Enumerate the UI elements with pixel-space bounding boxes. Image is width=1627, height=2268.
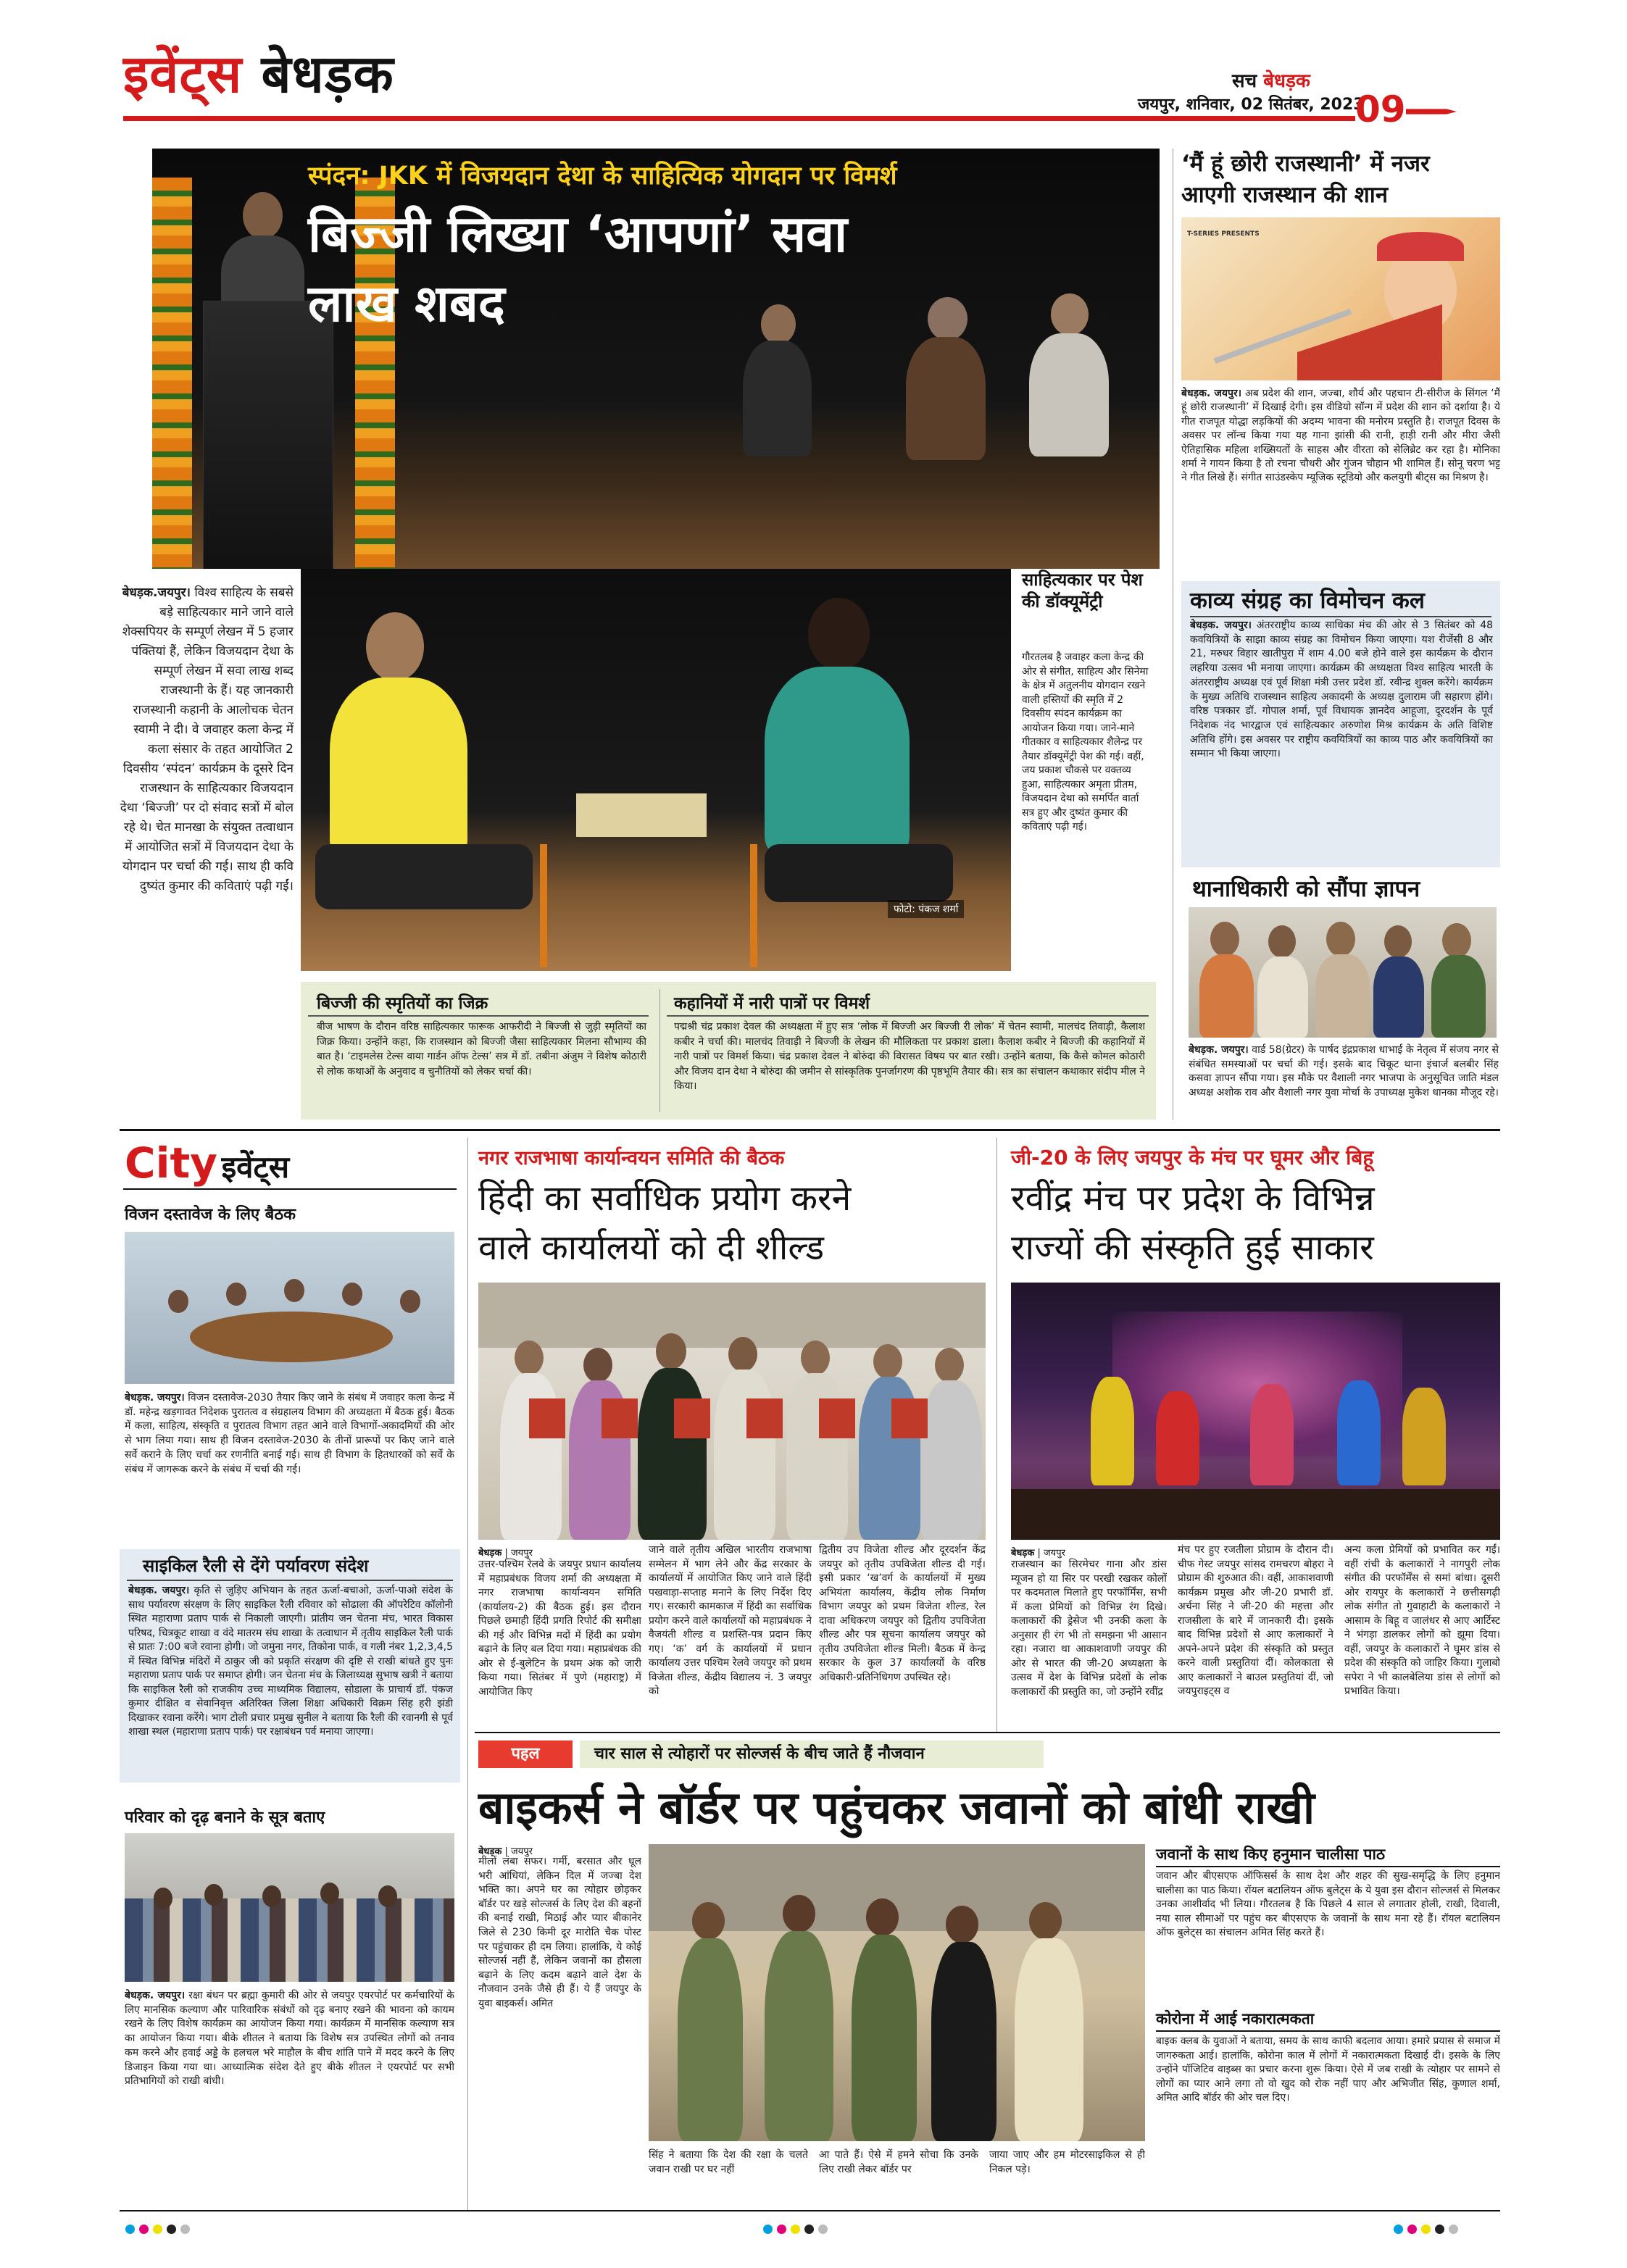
bikers-side1-body: जवान और बीएसएफ ऑफिसर्स के साथ देश और शहर की सुख-समृद्धि के लिए हनुमान चालीसा का पाठ किया। रॉयल बटालियन ऑफ बुलेट्स के ये युवा इस दौरान सोल्जर्स से मिलकर उनका आशीर्वाद भी लिया। गौरतलब है कि पिछले 4 साल से लगातार होली, राखी, दिवाली, नया साल सीमाओं पर पहुंच कर बीएसएफ के जवानों के साथ मना रहे हैं। रॉयल बटालियन ऑफ बुलेट्स का संचालन अमित सिंह करते हैं।: [1156, 1870, 1500, 1939]
city-logo: City इवेंट्स: [125, 1138, 290, 1188]
page-number: 09: [1355, 88, 1406, 130]
bikers-body-tail2: आ पाते हैं। ऐसे में हमने सोचा कि उनके लिए राखी लेकर बॉर्डर पर: [819, 2149, 978, 2175]
brand-logo: सच बेधड़क: [1232, 70, 1310, 92]
city-3-photo: [125, 1833, 454, 1982]
city-2-box: [120, 1549, 460, 1783]
hindi-body-col2: जाने वाले तृतीय अखिल भारतीय राजभाषा सम्मेलन में भाग लेने और केंद्र सरकार के कार्यालयों में आयोजित किए जाने वाले हिंदी पखवाड़ा-सप्ताह मनाने के लिए निर्देश दिए गए। सरकारी कामकाज में हिंदी का सर्वाधिक प्रयोग करने वाले कार्यालयों को महाप्रबंधक ने वैजयंती शील्ड व प्रशस्ति-पत्र प्रदान किए गए। ‘क’ वर्ग के कार्यालयों में प्रधान कार्यालय उत्तर पश्चिम रेलवे जयपुर को प्रथम विजेता शील्ड, केंद्रीय विद्यालय नं. 3 जयपुर को: [649, 1544, 812, 1697]
g20-dateline: बेधड़क | जयपुर: [1011, 1548, 1065, 1559]
masthead-title: [123, 45, 394, 103]
bikers-body-tail3: जाया जाए और हम मोटरसाइकिल से ही निकल पड़े।: [989, 2149, 1145, 2175]
g20-photo: [1011, 1283, 1500, 1540]
poetry-body: बेधड़क. जयपुर। अंतरराष्ट्रीय काव्य साधिका मंच की ओर से 3 सितंबर को 48 कवयित्रियों के साझा काव्य संग्रह का विमोचन किया जाएगा। यश रीजेंसी 8 और 21, मरुधर विहार खातीपुरा में शाम 4.00 बजे होने वाले इस कार्यक्रम के दौरान लहरिया उत्सव भी मनाया जाएगा। कार्यक्रम की अध्यक्षता विश्व साहित्य भारती के अंतरराष्ट्रीय अध्यक्ष एवं पूर्व शिक्षा मंत्री उत्तर प्रदेश डॉ. रवीन्द्र शुक्ल करेंगे। कार्यक्रम के मुख्य अतिथि राजस्थान साहित्य अकादमी के अध्यक्ष दुलाराम जी सहारण होंगे। वरिष्ठ पत्रकार डॉ. गोपाल शर्मा, पूर्व विधायक ज्ञानदेव आहूजा, दूरदर्शन के पूर्व निदेशक नंद भारद्वाज एवं साहित्यकार अरुणोश मिश्र कार्यक्रम के अति विशिष्ट अतिथि होंगे। इस अवसर पर राष्ट्रीय कवयित्रियों का काव्य पाठ और कवयित्रियों का सम्मान भी किया जाएगा।: [1190, 620, 1493, 760]
lead-body: बेधड़क.जयपुर। विश्व साहित्य के सबसे बड़े साहित्यकार माने जाने वाले शेक्सपियर के सम्पूर्ण लेखन में 5 हजार पंक्तियां हैं, लेकिन विजयदान देथा के सम्पूर्ण लेखन में सवा लाख शब्द राजस्थानी के हैं। यह जानकारी राजस्थानी कहानी के आलोचक चेतन स्वामी ने दी। वे जवाहर कला केन्द्र में कला संसार के तहत आयोजित 2 दिवसीय ‘स्पंदन’ कार्यक्रम के दूसरे दिन राजस्थान के साहित्यकार विजयदान देथा ‘बिज्जी’ पर दो संवाद सत्रों में बोल रहे थे। चेत मानखा के संयुक्त तत्वाधान में आयोजित सत्रों में विजयदान देथा के योगदान पर चर्चा की गई। साथ ही कवि दुष्यंत कुमार की कविताएं पढ़ी गईं।: [120, 585, 294, 893]
bikers-headline: बाइकर्स ने बॉर्डर पर पहुंचकर जवानों को बांधी राखी: [478, 1781, 1315, 1834]
masthead-title-red: इवेंट्स: [123, 43, 243, 104]
bikers-dateline: बेधड़क | जयपुर: [478, 1846, 533, 1857]
city-3-head: परिवार को दृढ़ बनाने के सूत्र बताए: [125, 1809, 325, 1827]
poetry-head: काव्य संग्रह का विमोचन कल: [1190, 588, 1425, 614]
bikers-kicker: चार साल से त्योहारों पर सोल्जर्स के बीच जाते हैं नौजवान: [580, 1740, 1044, 1768]
bikers-tag: पहल: [478, 1740, 573, 1768]
music-story-head: ‘मैं हूं छोरी राजस्थानी’ में नजर आएगी राजस्थान की शान: [1181, 151, 1430, 208]
box-left-head: बिज्जी की स्मृतियों का जिक्र: [317, 994, 488, 1013]
hindi-photo: [478, 1283, 986, 1540]
pen-icon: [1406, 105, 1457, 118]
bikers-photo: [649, 1844, 1145, 2141]
registration-dots-left: [123, 2223, 192, 2237]
memo-head: थानाधिकारी को सौंपा ज्ञापन: [1192, 876, 1420, 902]
g20-body-col1: राजस्थान का सिरमेचर गाना और डांस म्यूजन हो या सिर पर परखी रखकर कोलों पर कदमताल मिलाते हुए परफॉर्मिंस, सभी में कला प्रेमियों को विभिन्न रंग दिखे। कलाकारों की ड्रेसेज भी उनकी कला के अनुसार ही रंग भी तो समझना भी आसान रहा। नजारा था आकाशवाणी जयपुर की ओर से भारत की जी-20 अध्यक्षता के उत्सव में देश के विभिन्न प्रदेशों के लोक कलाकारों की प्रस्तुति का, जो उन्होंने रवींद्र: [1011, 1559, 1167, 1698]
g20-kicker: जी-20 के लिए जयपुर के मंच पर घूमर और बिहू: [1011, 1146, 1374, 1170]
side-story-body: गौरतलब है जवाहर कला केन्द्र की ओर से संगीत, साहित्य और सिनेमा के क्षेत्र में अतुलनीय योगदान रखने वाली हस्तियों की स्मृति में 2 दिवसीय स्पंदन कार्यक्रम का आयोजन किया गया। जाने-माने गीतकार व साहित्यकार शैलेन्द्र पर तैयार डॉक्यूमेंट्री पेश की गई। वहीं, जय प्रकाश चौकसे पर वक्तव्य हुआ, साहित्यकार अमृता प्रीतम, विजयदान देथा को समर्पित वार्ता सत्र हुए और दुष्यंत कुमार की कविताएं पढ़ी गई।: [1022, 651, 1149, 833]
city-2-head: साइकिल रैली से देंगे पर्यावरण संदेश: [143, 1556, 369, 1576]
g20-headline: रवींद्र मंच पर प्रदेश के विभिन्न राज्यों की संस्कृति हुई साकार: [1011, 1178, 1375, 1268]
city-3-body: बेधड़क. जयपुर। रक्षा बंधन पर ब्रह्मा कुमारी की ओर से जयपुर एयरपोर्ट पर कर्मचारियों के लिए मानसिक कल्याण और पारिवारिक संबंधों को दृढ़ बनाए रखने की भावना को कायम रखने के लिए विशेष कार्यक्रम का आयोजन किया गया। कार्यक्रम में मानसिक कल्याण सत्र का आयोजन किया गया। बीके शीतल ने बताया कि विशेष सत्र उपस्थित लोगों को तनाव कम करने और हवाई अड्डे के हलचल भरे माहौल के बीच शांति पाने में मदद करने के लिए डिजाइन किया गया था। आध्यात्मिक संदेश देते हुए बीके शीतल ने एयरपोर्ट पर सभी प्रतिभागियों को राखी बांधी।: [125, 1990, 454, 2088]
red-rule: [123, 116, 1355, 121]
lead-kicker: स्पंदन: JKK में विजयदान देथा के साहित्यिक योगदान पर विमर्श: [308, 162, 897, 191]
registration-dots-center: [761, 2223, 830, 2237]
g20-body-col3: अन्य कला प्रेमियों को प्रभावित कर गईं। वहीं रांची के कलाकारों ने नागपुरी लोक संगीत की परफॉर्मेंस से समां बांधा। दूसरी ओर रायपुर के कलाकारों ने छत्तीसगढ़ी लोक संगीत तो गुवाहाटी के कलाकारों ने आसाम के बिहू व जालंधर से आए आर्टिस्ट ने भंगड़ा डालकर लोगों को झूमा दिया। वहीं, जयपुर के कलाकारों ने घूमर डांस से प्रदेश की संस्कृति को जाहिर किया। गुलाबो सपेरा ने भी कालबेलिया डांस से लोगों को प्रभावित किया।: [1344, 1544, 1500, 1697]
hindi-headline: हिंदी का सर्वाधिक प्रयोग करने वाले कार्यालयों को दी शील्ड: [478, 1178, 852, 1268]
memo-photo: [1189, 907, 1497, 1038]
bikers-body-tail1: सिंह ने बताया कि देश की रक्षा के चलते जवान राखी पर घर नहीं: [649, 2149, 808, 2175]
photo-credit: फोटो: पंकज शर्मा: [888, 900, 964, 918]
dateline: जयपुर, शनिवार, 02 सितंबर, 2023: [1138, 96, 1365, 114]
poetry-box: [1181, 581, 1500, 867]
bikers-side2-body: बाइक क्लब के युवाओं ने बताया, समय के साथ काफी बदलाव आया। हमारे प्रयास से समाज में जागरुकता आई। हालांकि, कोरोना काल में लोगों में नकारात्मकता दिखाई दी। इसके के लिए उन्होंने पॉजिटिव वाइब्स का प्रचार करना शुरू किया। ऐसे में जब राखी के त्योहार पर सामने से लोगों का प्यार आने लगा तो वो खुद को रोक नहीं पाए और अभिजीत सिंह, कुणाल शर्मा, अमित आदि बॉर्डर की ओर चल दिए।: [1156, 2035, 1500, 2104]
music-story-body: बेधड़क. जयपुर। अब प्रदेश की शान, जज्बा, शौर्य और पहचान टी-सीरीज के सिंगल ‘मैं हूं छोरी राजस्थानी’ में दिखाई देगी। इस वीडियो सॉन्ग में प्रदेश की शान को दर्शाया है। ये गीत राजपूत योद्धा लड़कियों की अदम्य भावना की मनोरम प्रस्तुति है। राजपूत दिवस के अवसर पर लॉन्च किया गया यह गाना झांसी की रानी, हाड़ी रानी और मीरा जैसी ऐतिहासिक महिला शख्सियतों के साहस और वीरता को सेलिब्रेट कर रहा है। मोनिका शर्मा ने गायन किया है तो रचना चौधरी और गुंजन चौहान भी शामिल हैं। सोनू चरण भट्ट ने गीत लिखे हैं। संगीत साउंडस्केप म्यूजिक स्टूडियो और कलयुगी बीट्स का मिश्रण है।: [1181, 388, 1500, 484]
hindi-dateline: बेधड़क | जयपुर: [478, 1548, 533, 1559]
memo-body: बेधड़क. जयपुर। वार्ड 58(ग्रेटर) के पार्षद इंद्रप्रकाश धाभाई के नेतृत्व में संजय नगर से संबंधित समस्याओं पर चर्चा की गई। इसके बाद चिकूट थाना इंचार्ज बलबीर सिंह कसवा ज्ञापन सौंपा गया। इस मौके पर वैशाली नगर भाजपा के अनुसूचित जाति मंडल अध्यक्ष अशोक राव और वैशाली नगर युवा मोर्चा के उपाध्यक्ष मुकेश धानका मौजूद रहे।: [1189, 1044, 1499, 1099]
box-right-body: पद्मश्री चंद्र प्रकाश देवल की अध्यक्षता में हुए सत्र ‘लोक में बिज्जी अर बिज्जी री लोक’ में चेतन स्वामी, मालचंद तिवाड़ी, कैलाश कबीर ने चर्चा की। मालचंद तिवाड़ी ने बिज्जी के लेखन की मौलिकता पर प्रकाश डाला। कैलाश कबीर ने बिज्जी की कहानियों में नारी पात्रों पर विमर्श किया। चंद्र प्रकाश देवल ने बोरुंदा की विरासत विषय पर बात रखी। उन्होंने बताया, कि कैसे कोमल कोठारी और विजय दान देथा ने बोरुंदा की जमीन से सांस्कृतिक पुनर्जागरण की पृष्ठभूमि तैयार की। सत्र का संचालन कथाकार संदीप मील ने किया।: [674, 1021, 1145, 1092]
box-right-head: कहानियों में नारी पात्रों पर विमर्श: [674, 994, 870, 1013]
masthead-title-black: बेधड़क: [261, 43, 394, 104]
bikers-body-main: मीलों लंबा सफर। गर्मी, बरसात और धूल भरी आंधियां, लेकिन दिल में जज्बा देश भक्ति का। अपने घर का त्योहार छोड़कर बॉर्डर पर खड़े सोल्जर्स के लिए देश की बहनों की बनाई राखी, मिठाई और प्यार बीकानेर जिले से 230 किमी दूर मारोति चैक पोस्ट पर पहुंचाकर ही दम लिया। हालांकि, ये कोई सोल्जर्स नहीं हैं, लेकिन जवानों का हौसला बढ़ाने के लिए कदम बढ़ाने वाले देश के नौजवान उनके जैसे ही हैं। ये हैं जयपुर के युवा बाइकर्स। अमित: [478, 1856, 641, 2009]
lead-info-box: [301, 982, 1156, 1120]
music-logo: T-SERIES PRESENTS: [1187, 230, 1260, 238]
hindi-body-col3: द्वितीय उप विजेता शील्ड और दूरदर्शन केंद्र जयपुर को तृतीय उपविजेता शील्ड दी गई। इसी प्रकार ‘ख’वर्ग के कार्यालयों में मुख्य अभियंता कार्यालय, केंद्रीय लोक निर्माण विभाग जयपुर को प्रथम विजेता शील्ड, रेल दावा अधिकरण जयपुर को द्वितीय उपविजेता शील्ड और पत्र सूचना कार्यालय जयपुर को तृतीय उपविजेता शील्ड मिली। बैठक में केन्द्र सरकार के कुल 37 कार्यालयों के वरिष्ठ अधिकारी-प्रतिनिधिगण उपस्थित रहे।: [819, 1544, 986, 1683]
box-left-body: बीज भाषण के दौरान वरिष्ठ साहित्यकार फारूक आफरीदी ने बिज्जी से जुड़ी स्मृतियों का जिक्र किया। उन्होंने कहा, कि राजस्थान को बिज्जी जैसा साहित्यकार मिलना सौभाग्य की बात है। ‘टाइमलेस टेल्स वाया गार्डन ऑफ टेल्स’ सत्र में डॉ. तबीना अंजुम ने विशेष कोठारी से लोक कथाओं के अनुवाद व चुनौतियों को लेकर चर्चा की।: [317, 1021, 646, 1077]
music-poster: [1181, 217, 1500, 380]
bikers-side1-head: जवानों के साथ किए हनुमान चालीसा पाठ: [1156, 1846, 1386, 1863]
city-1-photo: [125, 1232, 454, 1384]
g20-body-col2: मंच पर हुए रजतीला प्रोग्राम के दौरान दी। चीफ गेस्ट जयपुर सांसद रामचरण बोहरा ने प्रोग्राम की शुरुआत की। वहीं, आकाशवाणी कार्यक्रम प्रमुख और जी-20 प्रभारी डॉ. अर्चना सिंह ने जी-20 की महत्ता और राजसीला के बारे में जानकारी दी। इसके बाद विभिन्न प्रदेशों से आए कलाकारों ने अपने-अपने प्रदेश की संस्कृति को प्रस्तुत करने वाली प्रस्तुतियां दीं। कोलकाता से आए कलाकारों ने बाउल प्रस्तुतियां दीं, जो जयपुराइट्स व: [1178, 1544, 1333, 1697]
registration-dots-right: [1391, 2223, 1460, 2237]
bikers-side2-head: कोरोना में आई नकारात्मकता: [1156, 2010, 1315, 2027]
city-2-body: बेधड़क. जयपुर। कृति से जुड़िए अभियान के तहत ऊर्जा-बचाओ, ऊर्जा-पाओ संदेश के साथ पर्यावरण संरक्षण के लिए साइकिल रैली रविवार को सोढाला की ऑपरेटिव कॉलोनी स्थित महाराणा प्रताप पार्क से निकाली जाएगी। प्रांतीय जन चेतना मंच, भारत विकास परिषद, चित्रकूट शाखा व वंदे मातरम संघ शाखा के तत्वाधान में तृतीय साइकिल रैली पार्क से प्रातः 7:00 बजे रवाना होगी। जो जमुना नगर, तिकोना पार्क, व गली नंबर 1,2,3,4,5 में स्थित विभिन्न मंदिरों में ठाकुर जी को प्रकृति संरक्षण की दृष्टि से राखी बांधते हुए पुनः महाराणा प्रताप पार्क पर समाप्त होगी। जन चेतना मंच के जिलाध्यक्ष सुभाष खत्री ने बताया कि साइकिल रैली को राजकीय उच्च माध्यमिक विद्यालय, सोडाला के प्राचार्य डॉ. पंकज कुमार दीक्षित व सेवानिवृत्त अतिरिक्त जिला शिक्षा अधिकारी विक्रम सिंह हरी झंडी दिखाकर रवाना करेंगे। भाग टोली प्रचार प्रमुख सुनील ने बताया कि रैली की रवानगी से पूर्व शाखा स्थल (महाराणा प्रताप पार्क) पर रक्षाबंधन पर्व मनाया जाएगा।: [128, 1585, 453, 1738]
hindi-kicker: नगर राजभाषा कार्यान्वयन समिति की बैठक: [478, 1147, 785, 1170]
side-story-head: साहित्यकार पर पेश की डॉक्यूमेंट्री: [1022, 570, 1143, 612]
masthead: [0, 0, 1627, 130]
hindi-body-col1: उत्तर-पश्चिम रेलवे के जयपुर प्रधान कार्यालय में महाप्रबंधक विजय शर्मा की अध्यक्षता में नगर राजभाषा कार्यान्वयन समिति (कार्यालय-2) की बैठक हुई। इस दौरान पिछले छमाही हिंदी प्रगति रिपोर्ट की समीक्षा की गई और विभिन्न मदों में हिंदी का प्रयोग बढ़ाने के लिए बल दिया गया। महाप्रबंधक की ओर से ई-बुलेटिन के प्रथम अंक को जारी किया गया। सितंबर में पुणे (महाराष्ट्र) में आयोजित किए: [478, 1559, 641, 1698]
city-1-head: विजन दस्तावेज के लिए बैठक: [125, 1206, 296, 1224]
lead-headline: बिज्जी लिख्या ‘आपणां’ सवा लाख शबद: [308, 204, 848, 333]
city-1-body: बेधड़क. जयपुर। विजन दस्तावेज-2030 तैयार किए जाने के संबंध में जवाहर कला केन्द्र में डॉ. महेन्द्र खड़गावत निदेशक पुरातत्व व संग्रहालय विभाग की अध्यक्षता में बैठक हुई। बैठक में कला, साहित्य, संस्कृति व पुरातत्व विभाग तहत आने वाले विभागों-अकादमियों की ओर से भाग लिया गया। साथ ही विजन दस्तावेज-2030 के तीनों प्रारूपों पर किए जाने वाले सर्वे कराने के लिए चर्चा कर रणनीति बनाई गई। साथ ही विभाग के हितधारकों को सर्वे के संबंध में जागरूक करने के संबंध में चर्चा की गई।: [125, 1392, 454, 1475]
